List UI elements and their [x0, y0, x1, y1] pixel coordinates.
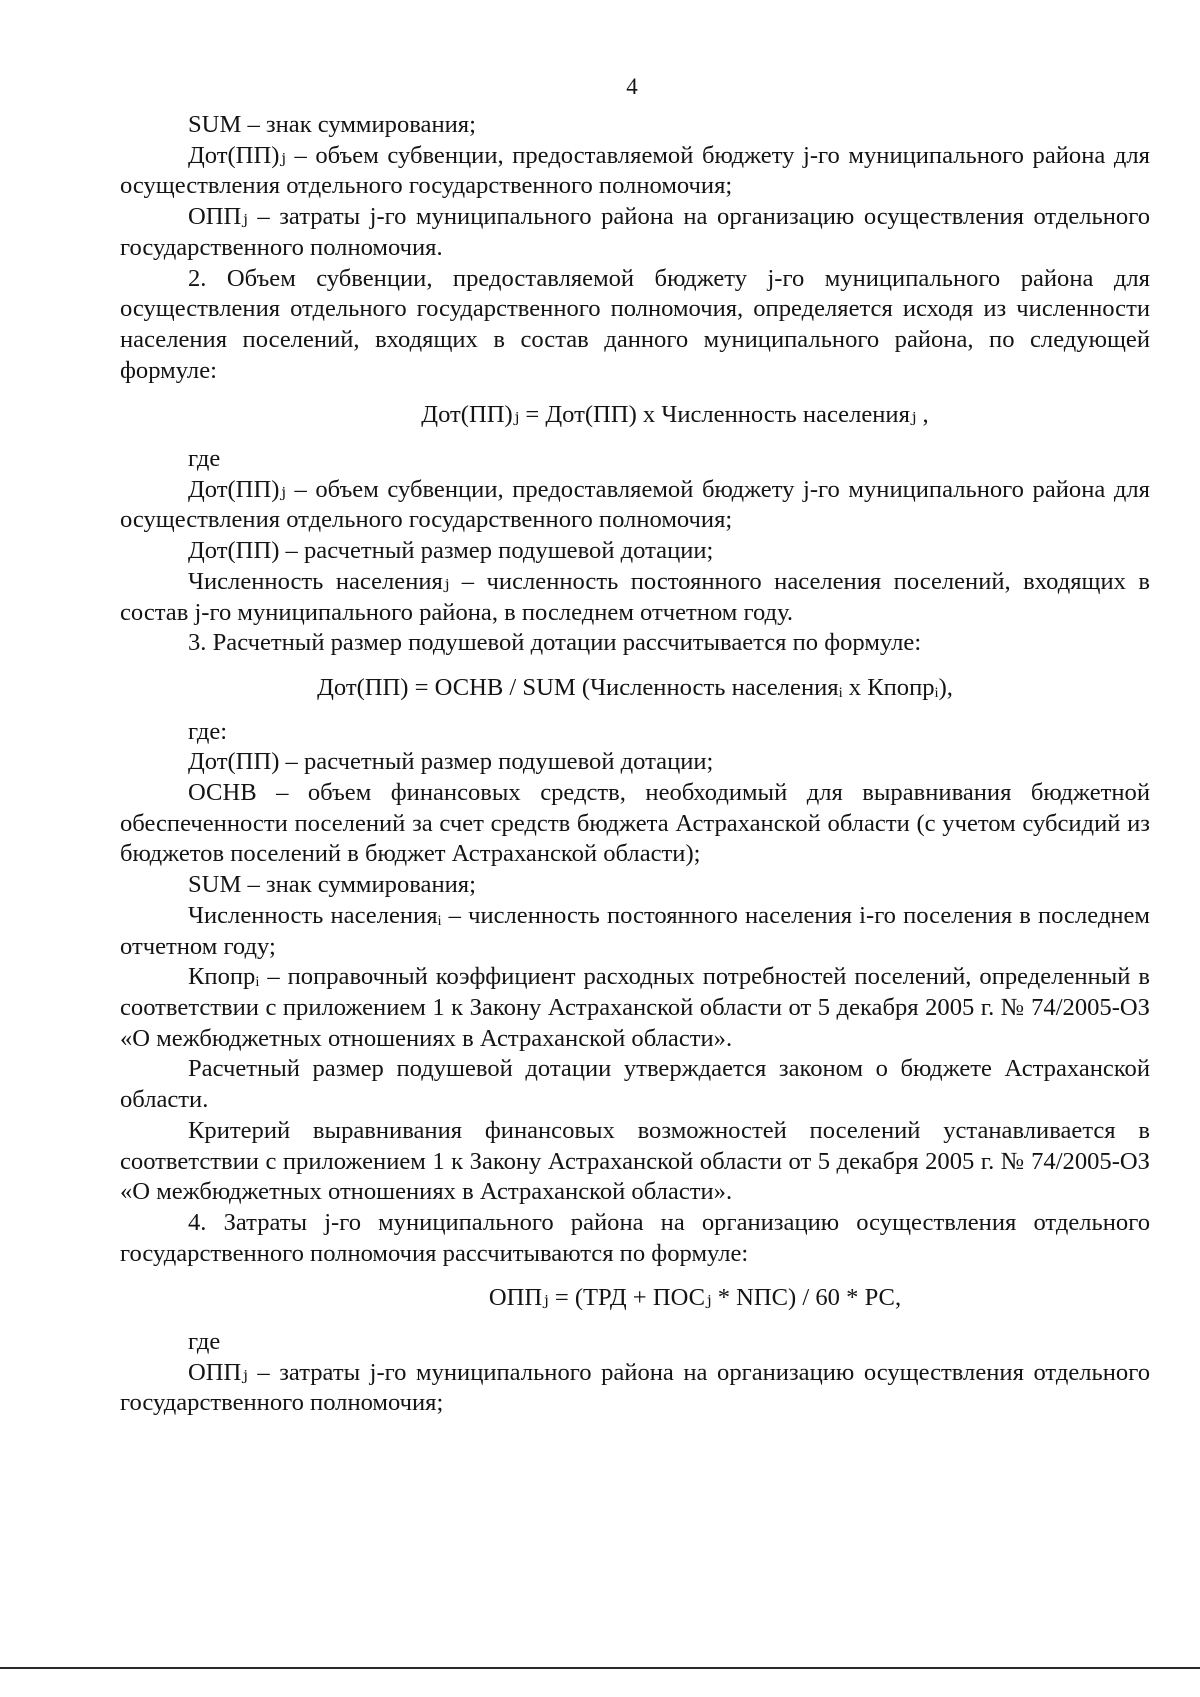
page-number: 4	[626, 74, 638, 99]
bottom-rule	[0, 1667, 1200, 1669]
paragraph-osnv-definition: ОСНВ – объем финансовых средств, необходимый для выравнивания бюджетной обеспеченности поселений за счет средств бюджета Астраханской области (с учетом субсидий из бюджетов поселений в бюджет Астраханской области);	[120, 779, 1150, 868]
paragraph-sum-definition-2: SUM – знак суммирования;	[188, 871, 476, 899]
where-label-1: где	[188, 445, 221, 473]
paragraph-dot-pp-definition: Дот(ПП) – расчетный размер подушевой дотации;	[188, 537, 714, 565]
paragraph-subsidy-approval: Расчетный размер подушевой дотации утверждается законом о бюджете Астраханской области.	[120, 1055, 1150, 1114]
paragraph-dot-pp-j-definition-2: Дот(ПП)ⱼ – объем субвенции, предоставляемой бюджету j-го муниципального района для осуществления отдельного государственного полномочия;	[120, 475, 1150, 534]
where-label-2: где:	[188, 717, 228, 745]
paragraph-criterion: Критерий выравнивания финансовых возможностей поселений устанавливается в соответствии с приложением 1 к Закону Астраханской области от 5 декабря 2005 г. № 74/2005-ОЗ «О межбюджетных отношениях в Астраханской области».	[120, 1116, 1150, 1206]
formula-per-capita-subsidy: Дот(ПП) = ОСНВ / SUM (Численность населенияᵢ х Кпопрᵢ),	[317, 673, 953, 701]
paragraph-dot-pp-j-definition: Дот(ПП)ⱼ – объем субвенции, предоставляемой бюджету j-го муниципального района для осуществления отдельного государственного полномочия;	[120, 141, 1150, 200]
paragraph-opp-j-definition: ОППⱼ – затраты j-го муниципального района на организацию осуществления отдельного государственного полномочия.	[120, 203, 1150, 261]
paragraph-section-4: 4. Затраты j-го муниципального района на организацию осуществления отдельного государственного полномочия рассчитываются по формуле:	[120, 1208, 1150, 1267]
formula-costs: ОППⱼ = (ТРД + ПОСⱼ * NПС) / 60 * РС,	[488, 1284, 902, 1312]
paragraph-kpopr-definition: Кпопрᵢ – поправочный коэффициент расходных потребностей поселений, определенный в соответствии с приложением 1 к Закону Астраханской области от 5 декабря 2005 г. № 74/2005-ОЗ «О межбюджетных отношениях в Астраханской области».	[120, 963, 1150, 1052]
paragraph-sum-definition: SUM – знак суммирования;	[188, 111, 476, 138]
paragraph-population-i-definition: Численность населенияᵢ – численность постоянного населения i-го поселения в последнем отчетном году;	[120, 901, 1150, 960]
paragraph-population-j-definition: Численность населенияⱼ – численность постоянного населения поселений, входящих в состав j-го муниципального района, в последнем отчетном году.	[120, 567, 1150, 626]
formula-subvention: Дот(ПП)ⱼ = Дот(ПП) х Численность населенияⱼ ,	[421, 401, 929, 429]
paragraph-section-2: 2. Объем субвенции, предоставляемой бюджету j-го муниципального района для осуществления отдельного государственного полномочия, определяется исходя из численности населения поселений, входящих в состав данного муниципального района, по следующей формуле:	[120, 264, 1150, 384]
paragraph-opp-j-definition-2: ОППⱼ – затраты j-го муниципального района на организацию осуществления отдельного государственного полномочия;	[120, 1358, 1150, 1417]
paragraph-section-3: 3. Расчетный размер подушевой дотации рассчитывается по формуле:	[188, 629, 922, 657]
document-body	[120, 110, 1150, 1419]
where-label-3: где	[188, 1328, 221, 1356]
paragraph-dot-pp-definition-2: Дот(ПП) – расчетный размер подушевой дотации;	[188, 748, 714, 776]
